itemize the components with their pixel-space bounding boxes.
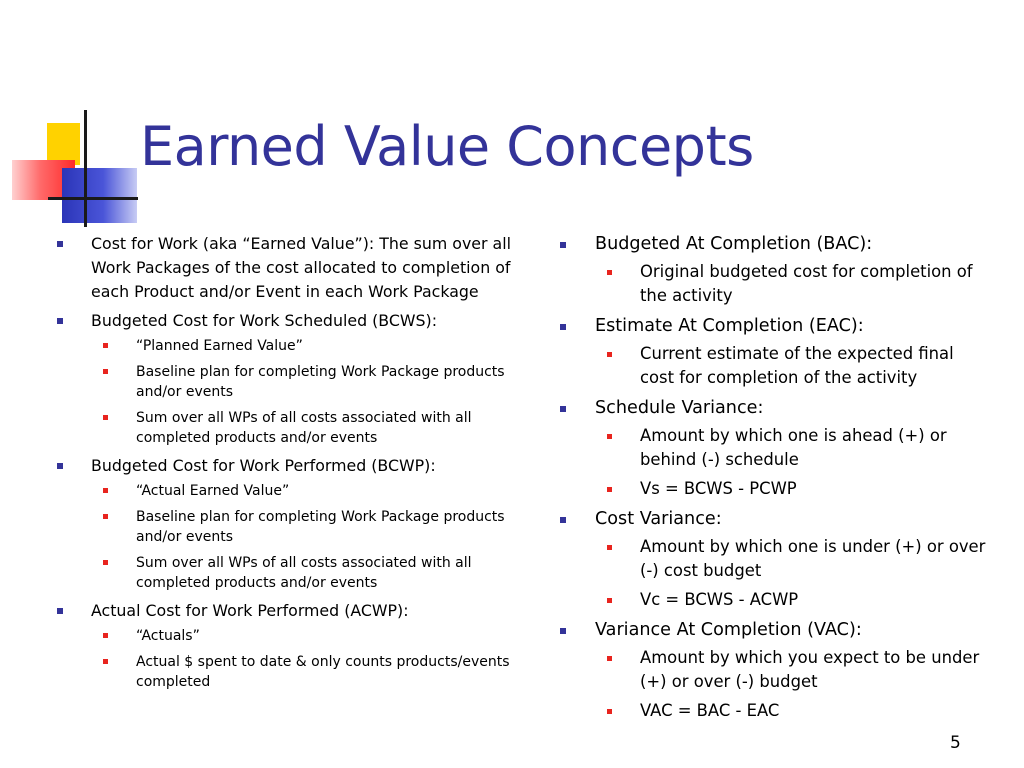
sub-bullet-list (595, 646, 990, 723)
bullet-text: Budgeted Cost for Work Scheduled (BCWS): (91, 311, 438, 330)
sub-bullet-item (91, 553, 540, 593)
sub-bullet-item (91, 652, 540, 692)
square-bullet-icon (607, 656, 612, 661)
square-bullet-icon (560, 628, 566, 634)
sub-bullet-text: Vs = BCWS - PCWP (640, 479, 797, 498)
sub-bullet-list (595, 424, 990, 501)
sub-bullet-text: Amount by which you expect to be under (+) or over (-) budget (640, 648, 980, 691)
sub-bullet-text: Baseline plan for completing Work Package products and/or events (136, 364, 505, 400)
sub-bullet-item (595, 588, 990, 612)
sub-bullet-list (91, 336, 540, 448)
sub-bullet-list (91, 626, 540, 692)
bullet-text: Variance At Completion (VAC): (595, 620, 862, 640)
sub-bullet-text: “Actual Earned Value” (136, 483, 290, 499)
square-bullet-icon (103, 488, 108, 493)
bullet-item (45, 232, 540, 304)
bullet-item (550, 507, 990, 612)
square-bullet-icon (560, 406, 566, 412)
sub-bullet-item (595, 699, 990, 723)
sub-bullet-text: Original budgeted cost for completion of the activity (640, 262, 973, 305)
square-bullet-icon (607, 598, 612, 603)
sub-bullet-item (595, 477, 990, 501)
sub-bullet-text: “Actuals” (136, 628, 200, 644)
bullet-text: Schedule Variance: (595, 398, 764, 418)
bullet-text: Budgeted Cost for Work Performed (BCWP): (91, 456, 436, 475)
square-bullet-icon (103, 369, 108, 374)
square-bullet-icon (607, 709, 612, 714)
square-bullet-icon (103, 514, 108, 519)
sub-bullet-text: Vc = BCWS - ACWP (640, 590, 799, 609)
sub-bullet-text: Actual $ spent to date & only counts products/events completed (136, 654, 510, 690)
bullet-text: Cost for Work (aka “Earned Value”): The sum over all Work Packages of the cost allocated to completion of each Product and/or Event in each Work Package (91, 234, 511, 301)
square-bullet-icon (607, 434, 612, 439)
sub-bullet-text: Baseline plan for completing Work Package products and/or events (136, 509, 505, 545)
square-bullet-icon (607, 270, 612, 275)
square-bullet-icon (103, 560, 108, 565)
sub-bullet-item (595, 342, 990, 390)
square-bullet-icon (57, 463, 63, 469)
square-bullet-icon (57, 318, 63, 324)
sub-bullet-text: Sum over all WPs of all costs associated with all completed products and/or events (136, 555, 472, 591)
sub-bullet-text: “Planned Earned Value” (136, 338, 303, 354)
deco-vertical-line (84, 110, 87, 227)
bullet-item (45, 599, 540, 692)
square-bullet-icon (103, 343, 108, 348)
bullet-text: Budgeted At Completion (BAC): (595, 234, 873, 254)
sub-bullet-item (91, 507, 540, 547)
square-bullet-icon (607, 352, 612, 357)
bullet-item (550, 314, 990, 390)
sub-bullet-text: VAC = BAC - EAC (640, 701, 780, 720)
sub-bullet-text: Amount by which one is under (+) or over (-) cost budget (640, 537, 986, 580)
square-bullet-icon (560, 242, 566, 248)
square-bullet-icon (103, 415, 108, 420)
square-bullet-icon (57, 608, 63, 614)
square-bullet-icon (103, 633, 108, 638)
sub-bullet-item (595, 646, 990, 694)
bullet-item (550, 232, 990, 308)
sub-bullet-item (91, 336, 540, 356)
left-column (45, 232, 540, 698)
bullet-item (45, 454, 540, 593)
bullet-text: Estimate At Completion (EAC): (595, 316, 864, 336)
sub-bullet-text: Sum over all WPs of all costs associated with all completed products and/or events (136, 410, 472, 446)
square-bullet-icon (57, 241, 63, 247)
deco-yellow-square (47, 123, 80, 165)
sub-bullet-list (595, 260, 990, 308)
sub-bullet-item (91, 362, 540, 402)
sub-bullet-text: Current estimate of the expected final cost for completion of the activity (640, 344, 954, 387)
sub-bullet-item (595, 424, 990, 472)
right-column (550, 232, 990, 729)
deco-horizontal-line (48, 197, 138, 200)
sub-bullet-list (595, 342, 990, 390)
page-number: 5 (950, 733, 961, 753)
square-bullet-icon (103, 659, 108, 664)
bullet-item (550, 396, 990, 501)
bullet-text: Cost Variance: (595, 509, 722, 529)
sub-bullet-item (91, 408, 540, 448)
sub-bullet-item (595, 260, 990, 308)
sub-bullet-text: Amount by which one is ahead (+) or behind (-) schedule (640, 426, 947, 469)
square-bullet-icon (560, 517, 566, 523)
bullet-item (45, 309, 540, 448)
deco-blue-square (62, 168, 137, 223)
square-bullet-icon (560, 324, 566, 330)
sub-bullet-list (595, 535, 990, 612)
square-bullet-icon (607, 545, 612, 550)
slide-title: Earned Value Concepts (140, 115, 754, 178)
sub-bullet-item (91, 481, 540, 501)
sub-bullet-item (595, 535, 990, 583)
sub-bullet-list (91, 481, 540, 593)
square-bullet-icon (607, 487, 612, 492)
bullet-item (550, 618, 990, 723)
bullet-text: Actual Cost for Work Performed (ACWP): (91, 601, 409, 620)
sub-bullet-item (91, 626, 540, 646)
